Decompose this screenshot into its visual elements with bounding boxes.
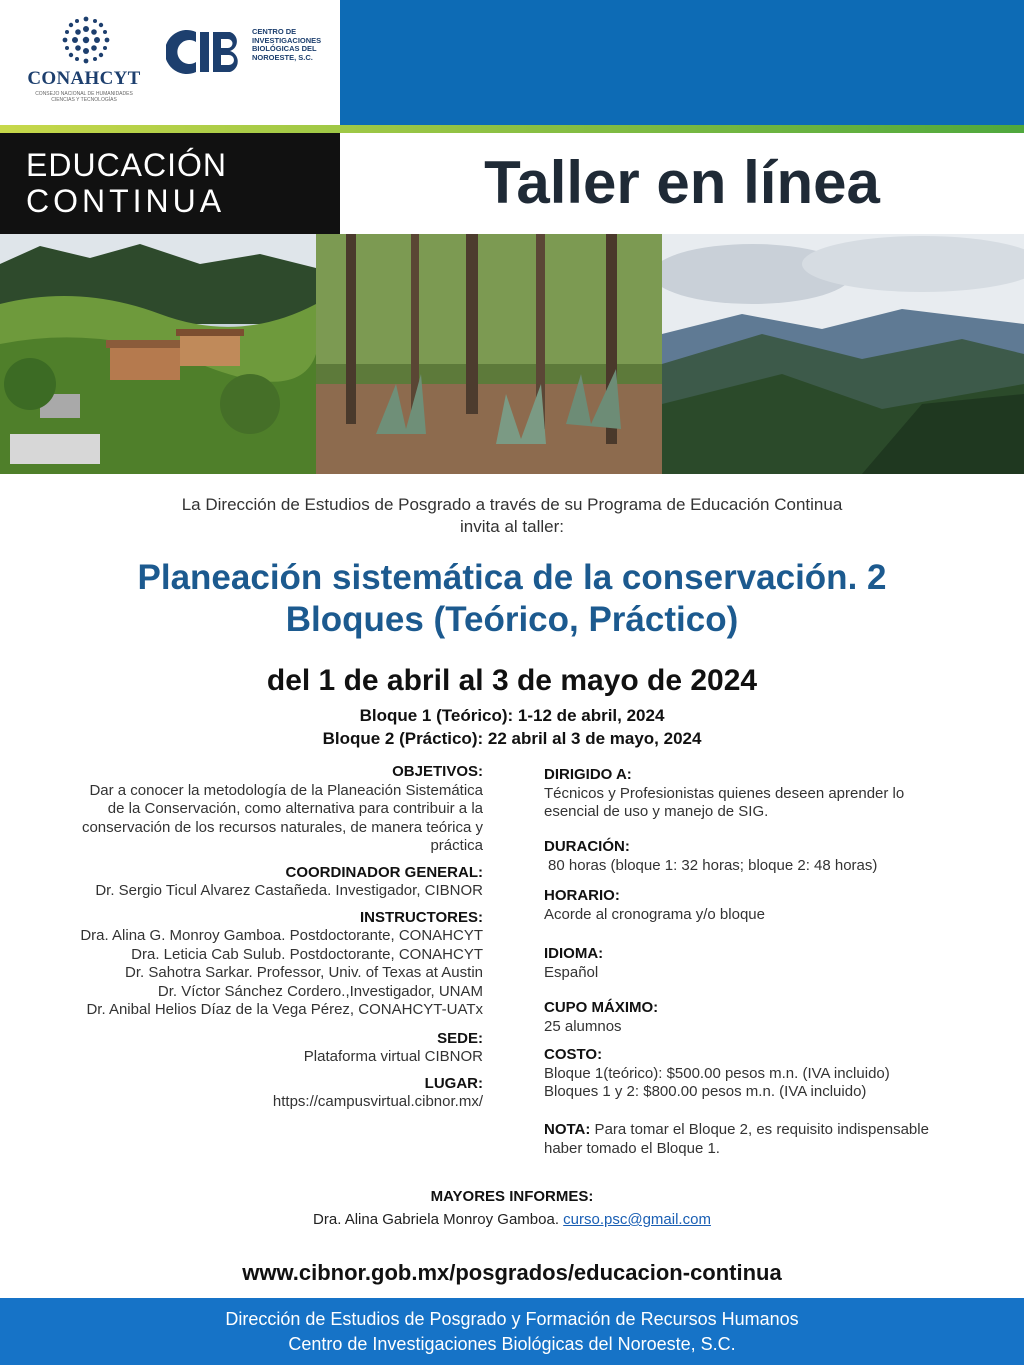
photo-strip bbox=[0, 234, 1024, 474]
course-title-line: Bloques (Teórico, Práctico) bbox=[285, 600, 739, 639]
instructor-item: Dra. Alina G. Monroy Gamboa. Postdoctorante, CONAHCYT bbox=[80, 927, 483, 944]
objetivos-line: práctica bbox=[430, 837, 483, 854]
mayores-informes-label: MAYORES INFORMES: bbox=[430, 1188, 594, 1205]
horario-label: HORARIO: bbox=[544, 887, 620, 904]
objetivos-line: de la Conservación, como alternativa para contribuir a la bbox=[107, 800, 483, 817]
footer-line: Dirección de Estudios de Posgrado y Formación de Recursos Humanos bbox=[225, 1309, 799, 1329]
costo-line: Bloque 1(teórico): $500.00 pesos m.n. (IVA incluido) bbox=[544, 1064, 890, 1082]
costo-section bbox=[544, 1046, 1004, 1102]
duracion-label: DURACIÓN: bbox=[544, 838, 630, 855]
logo-area bbox=[0, 0, 340, 125]
header bbox=[0, 0, 1024, 125]
nota-line bbox=[544, 1121, 1004, 1140]
details-left-column bbox=[18, 763, 483, 1112]
mountain-landscape-photo bbox=[662, 234, 1024, 474]
dirigido-section bbox=[544, 766, 1004, 822]
instructor-item: Dr. Sahotra Sarkar. Professor, Univ. of Texas at Austin bbox=[125, 964, 483, 981]
green-divider bbox=[0, 125, 1024, 133]
intro-line: invita al taller: bbox=[460, 517, 564, 536]
instructor-item: Dra. Leticia Cab Sulub. Postdoctorante, CONAHCYT bbox=[131, 945, 483, 963]
duracion-section bbox=[544, 838, 1004, 875]
nota-line: haber tomado el Bloque 1. bbox=[544, 1139, 720, 1157]
cupo-value: 25 alumnos bbox=[544, 1017, 622, 1035]
dirigido-line: Técnicos y Profesionistas quienes deseen aprender lo bbox=[544, 784, 905, 802]
footer-line: Centro de Investigaciones Biológicas del Noroeste, S.C. bbox=[288, 1334, 736, 1354]
instructor-item: Dr. Anibal Helios Díaz de la Vega Pérez, CONAHCYT-UATx bbox=[86, 1001, 483, 1018]
cib-logo-icon bbox=[166, 24, 246, 80]
dirigido-label: DIRIGIDO A: bbox=[544, 766, 632, 783]
conahcyt-wordmark: CONAHCYT bbox=[27, 68, 141, 89]
intro-line: La Dirección de Estudios de Posgrado a través de su Programa de Educación Continua bbox=[181, 495, 843, 514]
idioma-value: Español bbox=[544, 963, 599, 981]
cib-line: INVESTIGACIONES bbox=[252, 35, 322, 45]
duracion-value: 80 horas (bloque 1: 32 horas; bloque 2: 48 horas) bbox=[548, 856, 878, 874]
costo-label: COSTO: bbox=[544, 1046, 603, 1063]
contact-email-link[interactable]: curso.psc@gmail.com bbox=[563, 1211, 711, 1228]
village-photo bbox=[0, 234, 316, 474]
dirigido-line: esencial de uso y manejo de SIG. bbox=[544, 803, 769, 820]
page-title: Taller en línea bbox=[484, 149, 880, 216]
lugar-label: LUGAR: bbox=[424, 1074, 483, 1092]
nota-text: Para tomar el Bloque 2, es requisito indispensable bbox=[590, 1121, 929, 1138]
nota-section bbox=[544, 1121, 1004, 1158]
coordinador-value: Dr. Sergio Ticul Alvarez Castañeda. Investigador, CIBNOR bbox=[95, 882, 483, 899]
course-dates: del 1 de abril al 3 de mayo de 2024 bbox=[266, 664, 758, 697]
course-title bbox=[30, 557, 994, 641]
cib-line: CENTRO DE bbox=[252, 27, 297, 36]
horario-value: Acorde al cronograma y/o bloque bbox=[544, 905, 765, 923]
header-blue-band bbox=[340, 0, 1024, 125]
horario-section bbox=[544, 887, 1004, 924]
objetivos-label: OBJETIVOS: bbox=[392, 763, 483, 780]
idioma-section bbox=[544, 945, 1004, 982]
contact-name: Dra. Alina Gabriela Monroy Gamboa. bbox=[313, 1211, 564, 1228]
sede-value: Plataforma virtual CIBNOR bbox=[303, 1048, 483, 1065]
instructor-item: Dr. Víctor Sánchez Cordero.,Investigador, UNAM bbox=[157, 982, 483, 1000]
intro-text bbox=[60, 494, 964, 538]
cib-line: BIOLÓGICAS DEL bbox=[252, 44, 317, 53]
objetivos-line: conservación de los recursos naturales, de manera teórica y bbox=[81, 818, 483, 836]
cupo-label: CUPO MÁXIMO: bbox=[544, 999, 659, 1016]
idioma-label: IDIOMA: bbox=[544, 945, 604, 962]
bloque-1-dates: Bloque 1 (Teórico): 1-12 de abril, 2024 bbox=[359, 706, 665, 725]
cib-line: NOROESTE, S.C. bbox=[252, 52, 313, 62]
bloque-2-dates: Bloque 2 (Práctico): 22 abril al 3 de mayo, 2024 bbox=[322, 729, 702, 748]
cupo-section bbox=[544, 999, 1004, 1036]
course-title-line: Planeación sistemática de la conservación. 2 bbox=[137, 558, 887, 597]
cib-name bbox=[252, 28, 342, 62]
instructores-label: INSTRUCTORES: bbox=[359, 908, 483, 926]
pine-forest-photo bbox=[316, 234, 662, 474]
edu-title-line2: CONTINUA bbox=[26, 183, 226, 219]
website-link[interactable]: www.cibnor.gob.mx/posgrados/educacion-continua bbox=[242, 1260, 782, 1285]
conahcyt-subtitle: CONSEJO NACIONAL DE HUMANIDADES CIENCIAS Y TECNOLOGÍAS bbox=[35, 91, 133, 103]
lugar-link[interactable]: https://campusvirtual.cibnor.mx/ bbox=[272, 1093, 483, 1110]
contact-line bbox=[0, 1211, 1024, 1228]
edu-title-line1: EDUCACIÓN bbox=[26, 147, 228, 183]
costo-line: Bloques 1 y 2: $800.00 pesos m.n. (IVA incluido) bbox=[544, 1083, 867, 1100]
sede-label: SEDE: bbox=[437, 1029, 483, 1047]
coordinador-label: COORDINADOR GENERAL: bbox=[285, 863, 483, 881]
nota-label: NOTA: bbox=[544, 1121, 591, 1138]
objetivos-line: Dar a conocer la metodología de la Planeación Sistemática bbox=[89, 781, 483, 799]
